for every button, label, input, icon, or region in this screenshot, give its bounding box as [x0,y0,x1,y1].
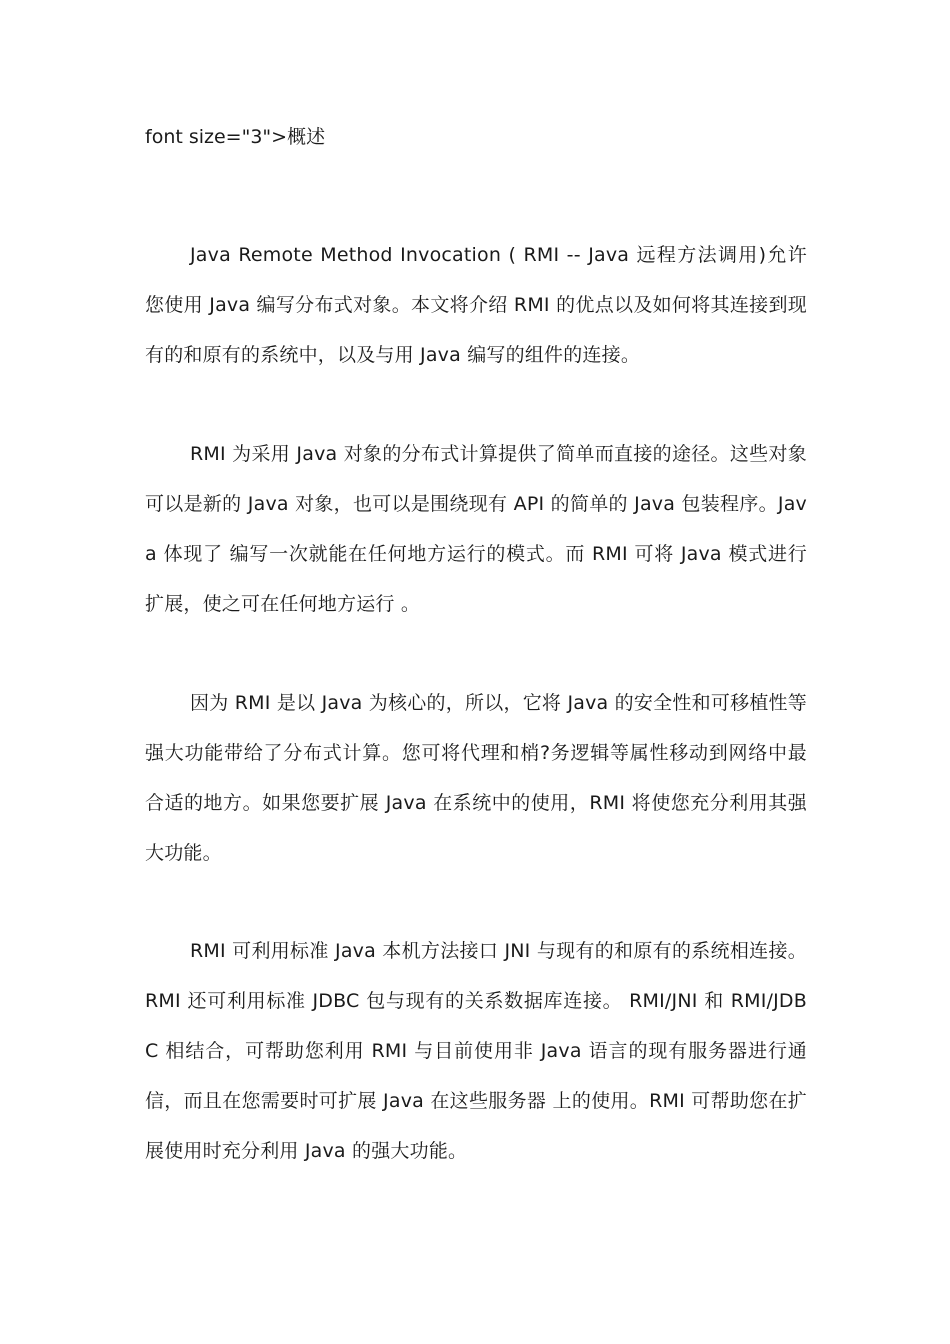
paragraph-rmi-intro: Java Remote Method Invocation ( RMI -- Java 远程方法调用)允许您使用 Java 编写分布式对象。本文将介绍 RMI 的优点以及如何将其连接到现有的和原有的系统中，以及与用 Java 编写的组件的连接。 [145,244,807,366]
paragraph-rmi-distributed-computing: RMI 为采用 Java 对象的分布式计算提供了简单而直接的途径。这些对象可以是新的 Java 对象，也可以是围绕现有 API 的简单的 Java 包装程序。Java 体现了 编写一次就能在任何地方运行的模式。而 RMI 可将 Java 模式进行扩展，使之可在任何地方运行 。 [145,443,807,615]
paragraph-rmi-java-core: 因为 RMI 是以 Java 为核心的，所以，它将 Java 的安全性和可移植性等强大功能带给了分布式计算。您可将代理和梢?务逻辑等属性移动到网络中最合适的地方。如果您要扩展 Java 在系统中的使用，RMI 将使您充分利用其强大功能。 [145,692,807,864]
document-heading: font size="3">概述 [145,126,326,148]
paragraph-rmi-jni-jdbc: RMI 可利用标准 Java 本机方法接口 JNI 与现有的和原有的系统相连接。RMI 还可利用标准 JDBC 包与现有的关系数据库连接。 RMI/JNI 和 RMI/JDBC 相结合，可帮助您利用 RMI 与目前使用非 Java 语言的现有服务器进行通信，而且在您需要时可扩展 Java 在这些服务器 上的使用。RMI 可帮助您在扩展使用时充分利用 Java 的强大功能。 [145,940,807,1162]
